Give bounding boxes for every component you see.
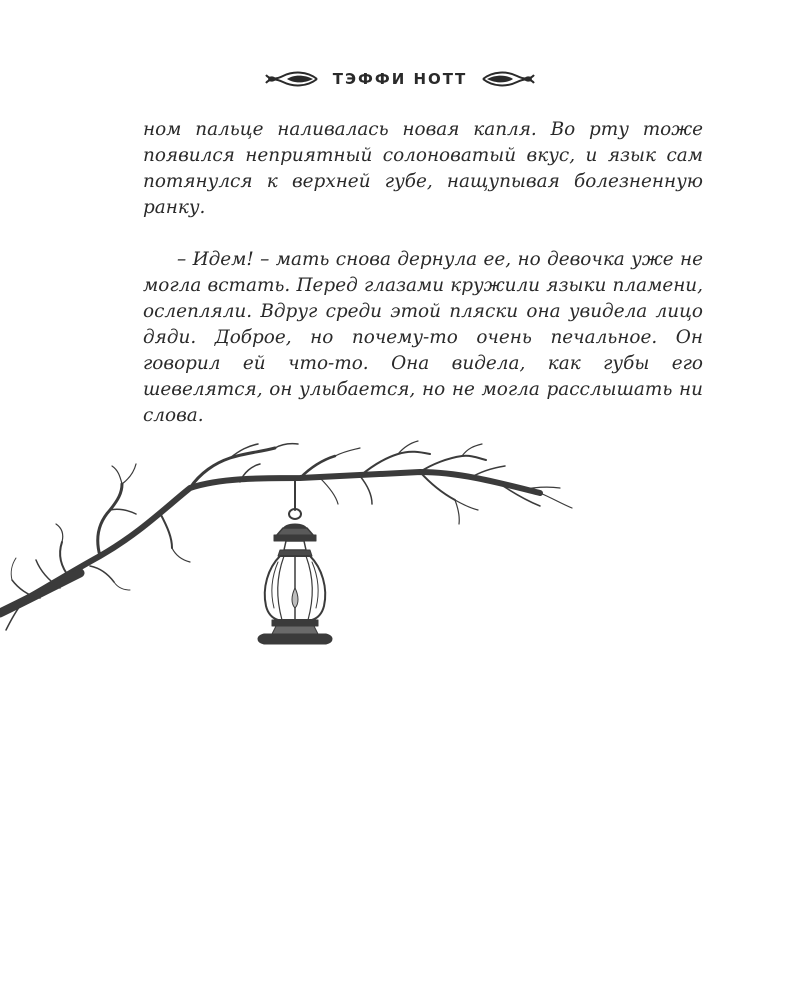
running-header xyxy=(0,68,800,90)
lantern xyxy=(258,480,332,644)
book-author-title: ТЭФФИ НОТТ xyxy=(332,70,468,88)
right-flourish-icon xyxy=(481,68,537,90)
page-body xyxy=(143,117,703,429)
paragraph-1: ном пальце наливалась новая капля. Во рту тоже появился неприятный солоноватый вкус, и язык сам потянулся к верхней губе, нащупывая болезненную ранку. xyxy=(143,119,703,218)
left-flourish-icon xyxy=(263,68,319,90)
branch-with-lantern-icon xyxy=(0,438,600,658)
main-branch xyxy=(0,472,540,613)
paragraph-2: – Идем! – мать снова дернула ее, но девочка уже не могла встать. Перед глазами кружили языки пламени, ослепляли. Вдруг среди этой пляски она увидела лицо дяди. Доброе, но почему-то очень печальное. Он говорил ей что-то. Она видела, как губы его шевелятся, он улыбается, но не могла расслышать ни слова. xyxy=(143,249,703,426)
